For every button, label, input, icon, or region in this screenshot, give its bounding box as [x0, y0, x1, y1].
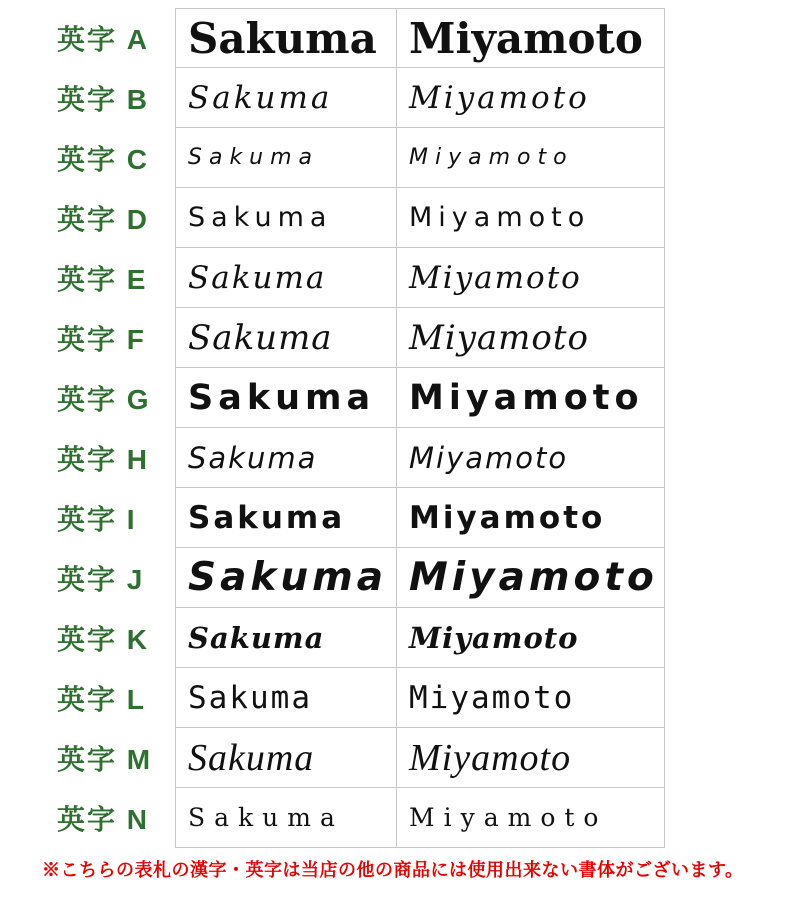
sample-sakuma: Sakuma	[175, 728, 397, 788]
row-label: 英字 D	[57, 204, 150, 235]
sample-miyamoto: Miyamoto	[397, 428, 665, 488]
font-sample-row-i	[0, 488, 665, 548]
font-sample-row-b	[0, 68, 665, 128]
font-sample-row-h	[0, 428, 665, 488]
sample-miyamoto: Miyamoto	[397, 668, 665, 728]
font-sample-row-f	[0, 308, 665, 368]
sample-miyamoto: Miyamoto	[397, 728, 665, 788]
row-label: 英字 G	[57, 384, 151, 415]
footnote-text: ※こちらの表札の漢字・英字は当店の他の商品には使用出来ない書体がございます。	[42, 860, 744, 880]
sample-sakuma: Sakuma	[175, 8, 397, 68]
sample-sakuma: Sakuma	[175, 488, 397, 548]
sample-miyamoto: Miyamoto	[397, 608, 665, 668]
sample-sakuma: Sakuma	[175, 668, 397, 728]
sample-sakuma: Sakuma	[175, 308, 397, 368]
sample-sakuma: Sakuma	[175, 428, 397, 488]
row-label: 英字 J	[57, 564, 145, 595]
row-label: 英字 E	[57, 264, 148, 295]
row-label: 英字 B	[57, 84, 150, 115]
font-sample-row-j	[0, 548, 665, 608]
font-sample-row-m	[0, 728, 665, 788]
sample-miyamoto: Miyamoto	[397, 188, 665, 248]
sample-miyamoto: Miyamoto	[397, 8, 665, 68]
font-sample-row-d	[0, 188, 665, 248]
row-label: 英字 H	[57, 444, 150, 475]
row-label: 英字 I	[57, 504, 137, 535]
row-label: 英字 L	[57, 684, 146, 715]
row-label: 英字 A	[57, 24, 150, 55]
sample-miyamoto: Miyamoto	[397, 368, 665, 428]
row-label: 英字 N	[57, 804, 150, 835]
sample-sakuma: Sakuma	[175, 608, 397, 668]
sample-miyamoto: Miyamoto	[397, 68, 665, 128]
font-sample-row-n	[0, 788, 665, 848]
font-sample-row-e	[0, 248, 665, 308]
font-sample-row-g	[0, 368, 665, 428]
sample-sakuma: Sakuma	[175, 548, 397, 608]
sample-miyamoto: Miyamoto	[397, 788, 665, 848]
sample-miyamoto: Miyamoto	[397, 548, 665, 608]
font-sample-row-a	[0, 8, 665, 68]
row-label: 英字 F	[57, 324, 146, 355]
sample-sakuma: Sakuma	[175, 188, 397, 248]
sample-miyamoto: Miyamoto	[397, 308, 665, 368]
sample-miyamoto: Miyamoto	[397, 128, 665, 188]
sample-sakuma: Sakuma	[175, 788, 397, 848]
sample-sakuma: Sakuma	[175, 128, 397, 188]
font-sample-row-k	[0, 608, 665, 668]
sample-miyamoto: Miyamoto	[397, 488, 665, 548]
sample-sakuma: Sakuma	[175, 368, 397, 428]
sample-miyamoto: Miyamoto	[397, 248, 665, 308]
row-label: 英字 C	[57, 144, 150, 175]
sample-sakuma: Sakuma	[175, 68, 397, 128]
font-sample-table	[0, 8, 665, 848]
font-sample-row-l	[0, 668, 665, 728]
font-sample-row-c	[0, 128, 665, 188]
sample-sakuma: Sakuma	[175, 248, 397, 308]
row-label: 英字 K	[57, 624, 150, 655]
row-label: 英字 M	[57, 744, 153, 775]
